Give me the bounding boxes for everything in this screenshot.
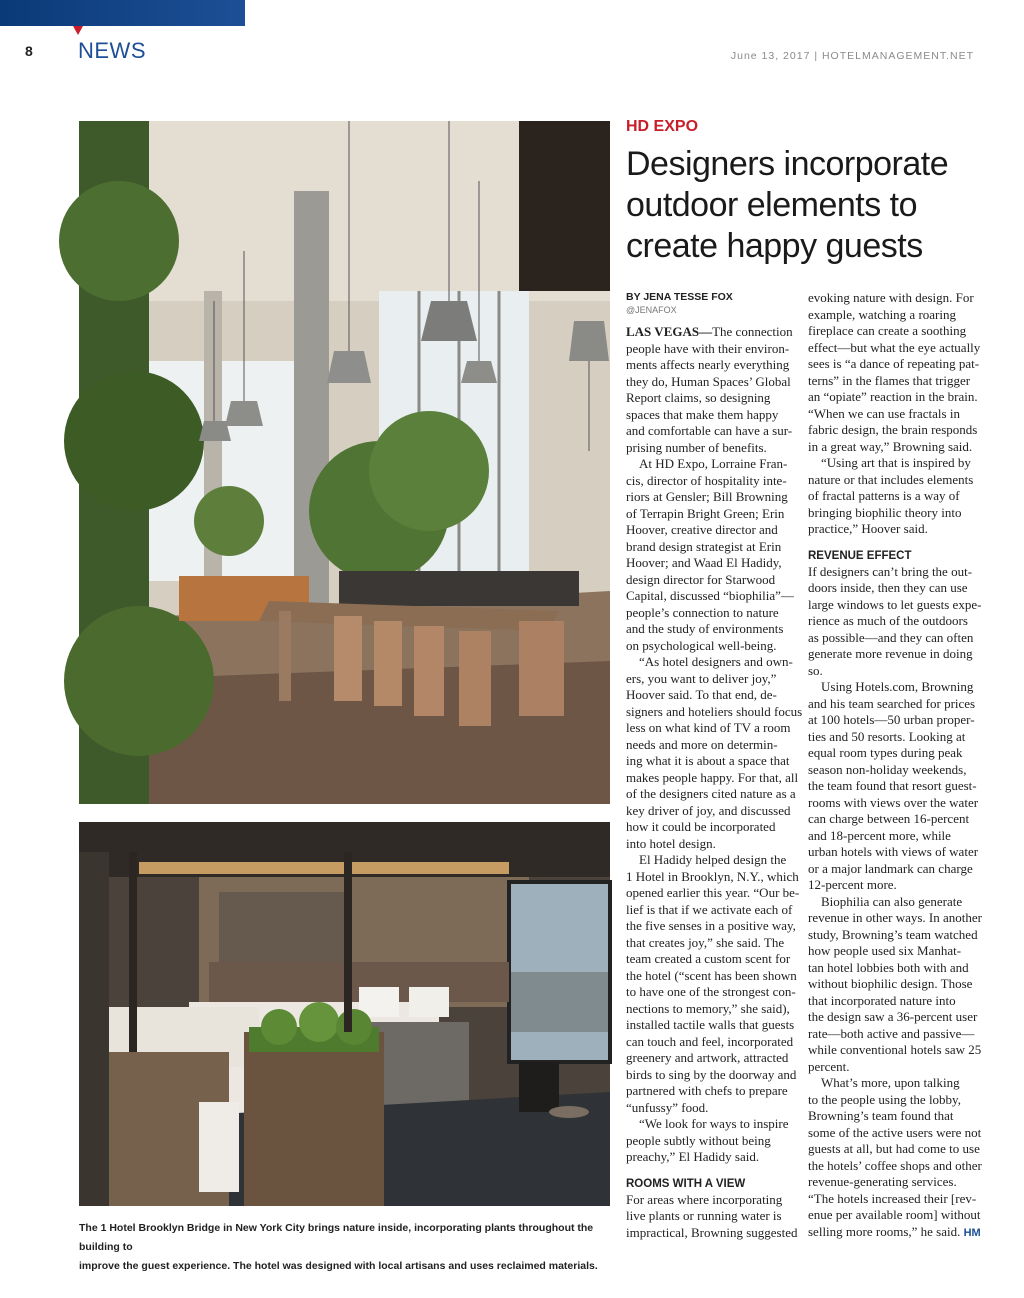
text-line: Hoover said. To that end, de-: [626, 687, 777, 702]
text-line: and his team searched for prices: [808, 695, 976, 711]
text-line: to the people using the lobby,: [808, 1091, 961, 1107]
text-line: For areas where incorporating: [626, 1191, 783, 1207]
text-line: people’s connection to nature: [626, 604, 779, 620]
text-line: 12-percent more.: [808, 877, 897, 892]
text-line: Report claims, so designing: [626, 390, 771, 405]
text-line: generate more revenue in doing: [808, 646, 973, 661]
column-1-body: [626, 324, 803, 1166]
text-line: brand design strategist at Erin: [626, 538, 782, 554]
text-line: bringing biophilic theory into: [808, 504, 962, 520]
byline: BY JENA TESSE FOX: [626, 291, 733, 303]
text-line: the team found that resort guest-: [808, 778, 977, 793]
text-line: signers and hoteliers should focus: [626, 703, 803, 719]
text-line: “unfussy” food.: [626, 1099, 709, 1115]
page-number: 8: [25, 43, 33, 59]
text-line: ties and 50 resorts. Looking at: [808, 728, 966, 744]
text-line: while conventional hotels saw 25: [808, 1042, 982, 1057]
text-line: sees is “a dance of repeating pat-: [808, 356, 980, 371]
text-line: doors inside, then they can use: [808, 580, 968, 595]
text-line: equal room types during peak: [808, 745, 963, 760]
text-line: some of the active users were not: [808, 1124, 982, 1140]
text-line: the five senses in a positive way,: [626, 918, 796, 933]
article-column-1: [626, 290, 803, 1241]
headline-line: Designers incorporate: [626, 145, 949, 183]
text-line: people subtly without being: [626, 1132, 771, 1148]
text-line: cis, director of hospitality inte-: [626, 472, 787, 488]
text-line: makes people happy. For that, all: [626, 769, 799, 785]
text-line: spaces that make them happy: [626, 406, 779, 422]
column-1-tail: [626, 1191, 798, 1242]
text-line: “As hotel designers and own-: [626, 654, 793, 669]
text-line: into hotel design.: [626, 835, 716, 851]
text-line: rooms with views over the water: [808, 794, 979, 810]
text-line: live plants or running water is: [626, 1208, 782, 1223]
column-2-head: [808, 290, 981, 538]
text-line: can charge between 16-percent: [808, 811, 970, 826]
text-line: nature or that includes elements: [808, 471, 974, 487]
text-line: guests at all, but had come to use: [808, 1141, 980, 1156]
section-marker-icon: [73, 26, 83, 35]
text-line: installed tactile walls that guests: [626, 1017, 795, 1032]
text-line: Capital, discussed “biophilia”—: [626, 588, 794, 603]
text-line: and 18-percent more, while: [808, 827, 951, 843]
text-line: how it could be incorporated: [626, 819, 776, 834]
text-line: prising number of benefits.: [626, 439, 767, 455]
text-line: the hotel (“scent has been shown: [626, 967, 797, 983]
photo-caption: [79, 1219, 610, 1276]
text-line: fabric design, the brain responds: [808, 422, 978, 437]
text-line: At HD Expo, Lorraine Fran-: [626, 456, 788, 471]
text-line: and the study of environments: [626, 621, 784, 636]
text-line: ing what it is about a space that: [626, 753, 790, 768]
text-line: practice,” Hoover said.: [808, 521, 928, 536]
text-line: tan hotel lobbies both with and: [808, 959, 969, 975]
text-line: season non-holiday weekends,: [808, 761, 967, 777]
text-line: ers, you want to deliver joy,”: [626, 670, 777, 686]
text-line: Using Hotels.com, Browning: [808, 679, 974, 694]
article-column-2: [808, 290, 982, 1240]
article-kicker: HD EXPO: [626, 118, 699, 135]
text-line: study, Browning’s team watched: [808, 926, 978, 942]
section-title: NEWS: [78, 38, 146, 63]
text-line: impractical, Browning suggested: [626, 1224, 798, 1240]
headline-line: create happy guests: [626, 227, 923, 265]
text-line: so.: [808, 662, 823, 678]
text-line: El Hadidy helped design the: [626, 852, 787, 867]
text-line: “The hotels increased their [rev-: [808, 1190, 977, 1206]
text-line: birds to sing by the doorway and: [626, 1066, 797, 1082]
text-line: how people used six Manhat-: [808, 943, 962, 958]
text-line: rience as much of the outdoors: [808, 613, 968, 628]
text-line: of Terrapin Bright Green; Erin: [626, 505, 785, 521]
text-line: in a great way,” Browning said.: [808, 438, 973, 454]
text-line: design director for Starwood: [626, 571, 776, 587]
text-line: Hoover, creative director and: [626, 522, 778, 537]
text-line: opened earlier this year. “Our be-: [626, 885, 800, 900]
text-line: “When we can use fractals in: [808, 405, 960, 421]
text-line: can touch and feel, incorporated: [626, 1033, 794, 1049]
text-line: that incorporated nature into: [808, 992, 956, 1008]
text-line: enue per available room] without: [808, 1207, 981, 1222]
caption-line: The 1 Hotel Brooklyn Bridge in New York City brings nature inside, incorporating plants throughout the building to: [79, 1222, 594, 1253]
text-line: team created a custom scent for: [626, 951, 791, 966]
lobby-photo: [79, 121, 610, 804]
text-line: What’s more, upon talking: [808, 1075, 960, 1090]
text-line: as possible—and they can often: [808, 629, 974, 645]
dateline: June 13, 2017 | HOTELMANAGEMENT.NET: [730, 50, 974, 62]
text-line: Browning’s team found that: [808, 1108, 954, 1123]
text-line: “Using art that is inspired by: [808, 455, 971, 470]
text-line: preachy,” El Hadidy said.: [626, 1149, 760, 1164]
text-line: that creates joy,” she said. The: [626, 934, 785, 950]
subhead-revenue-effect: REVENUE EFFECT: [808, 549, 912, 562]
text-line: less on what kind of TV a room: [626, 720, 791, 735]
text-line: people have with their environ-: [626, 340, 790, 356]
text-line: on psychological well-being.: [626, 637, 777, 653]
text-line: terns” in the flames that trigger: [808, 372, 971, 388]
text-line: nections to memory,” she said),: [626, 1000, 790, 1016]
caption-line: improve the guest experience. The hotel was designed with local artisans and uses reclaimed materials.: [79, 1260, 598, 1272]
end-mark: HM: [963, 1226, 981, 1239]
guestroom-photo: [79, 822, 610, 1206]
text-line: greenery and artwork, attracted: [626, 1050, 789, 1065]
text-line: revenue in other ways. In another: [808, 910, 982, 925]
text-line: to have one of the strongest con-: [626, 984, 796, 999]
text-line: urban hotels with views of water: [808, 844, 979, 859]
text-line: key driver of joy, and discussed: [626, 802, 791, 818]
text-line: Hoover; and Waad El Hadidy,: [626, 555, 782, 570]
text-line: needs and more on determin-: [626, 736, 778, 752]
text-line: evoking nature with design. For: [808, 290, 974, 305]
article-headline: [626, 144, 986, 267]
text-line: percent.: [808, 1058, 850, 1074]
text-line: LAS VEGAS—The connection: [626, 324, 793, 339]
text-line: at 100 hotels—50 urban proper-: [808, 712, 975, 727]
text-line: rate—both active and passive—: [808, 1025, 975, 1041]
text-line: of fractal patterns is a way of: [808, 488, 960, 503]
text-line: Biophilia can also generate: [808, 893, 963, 909]
text-line: or a major landmark can charge: [808, 860, 973, 876]
text-line: partnered with chefs to prepare: [626, 1083, 788, 1098]
text-line: revenue-generating services.: [808, 1174, 957, 1189]
text-line: If designers can’t bring the out-: [808, 563, 973, 579]
text-line: example, watching a roaring: [808, 306, 956, 322]
text-line: ments affects nearly everything: [626, 357, 790, 372]
lobby-photo-illustration: [79, 121, 610, 804]
text-line: lief is that if we activate each of: [626, 901, 793, 917]
guestroom-photo-illustration: [79, 822, 610, 1206]
header-color-bar: [0, 0, 245, 26]
text-line: and comfortable can have a sur-: [626, 423, 793, 438]
text-line: 1 Hotel in Brooklyn, N.Y., which: [626, 868, 799, 884]
text-line: large windows to let guests expe-: [808, 596, 982, 612]
headline-line: outdoor elements to: [626, 186, 918, 224]
dateline-lead: LAS VEGAS—: [626, 324, 713, 339]
text-line: riors at Gensler; Bill Browning: [626, 489, 788, 504]
text-line: selling more rooms,” he said. HM: [808, 1223, 981, 1239]
text-line: an “opiate” reaction in the brain.: [808, 389, 978, 404]
subhead-rooms-with-a-view: ROOMS WITH A VIEW: [626, 1177, 746, 1190]
text-line: of the designers cited nature as a: [626, 786, 796, 801]
text-line: “We look for ways to inspire: [626, 1116, 789, 1131]
text-line: the hotels’ coffee shops and other: [808, 1157, 982, 1173]
text-line: without biophilic design. Those: [808, 976, 973, 991]
text-line: fireplace can create a soothing: [808, 323, 967, 338]
text-line: effect—but what the eye actually: [808, 339, 981, 355]
author-handle: @JENAFOX: [626, 305, 677, 315]
text-line: they do, Human Spaces’ Global: [626, 373, 791, 389]
text-line: the design saw a 36-percent user: [808, 1009, 978, 1024]
column-2-body: [808, 563, 982, 1241]
